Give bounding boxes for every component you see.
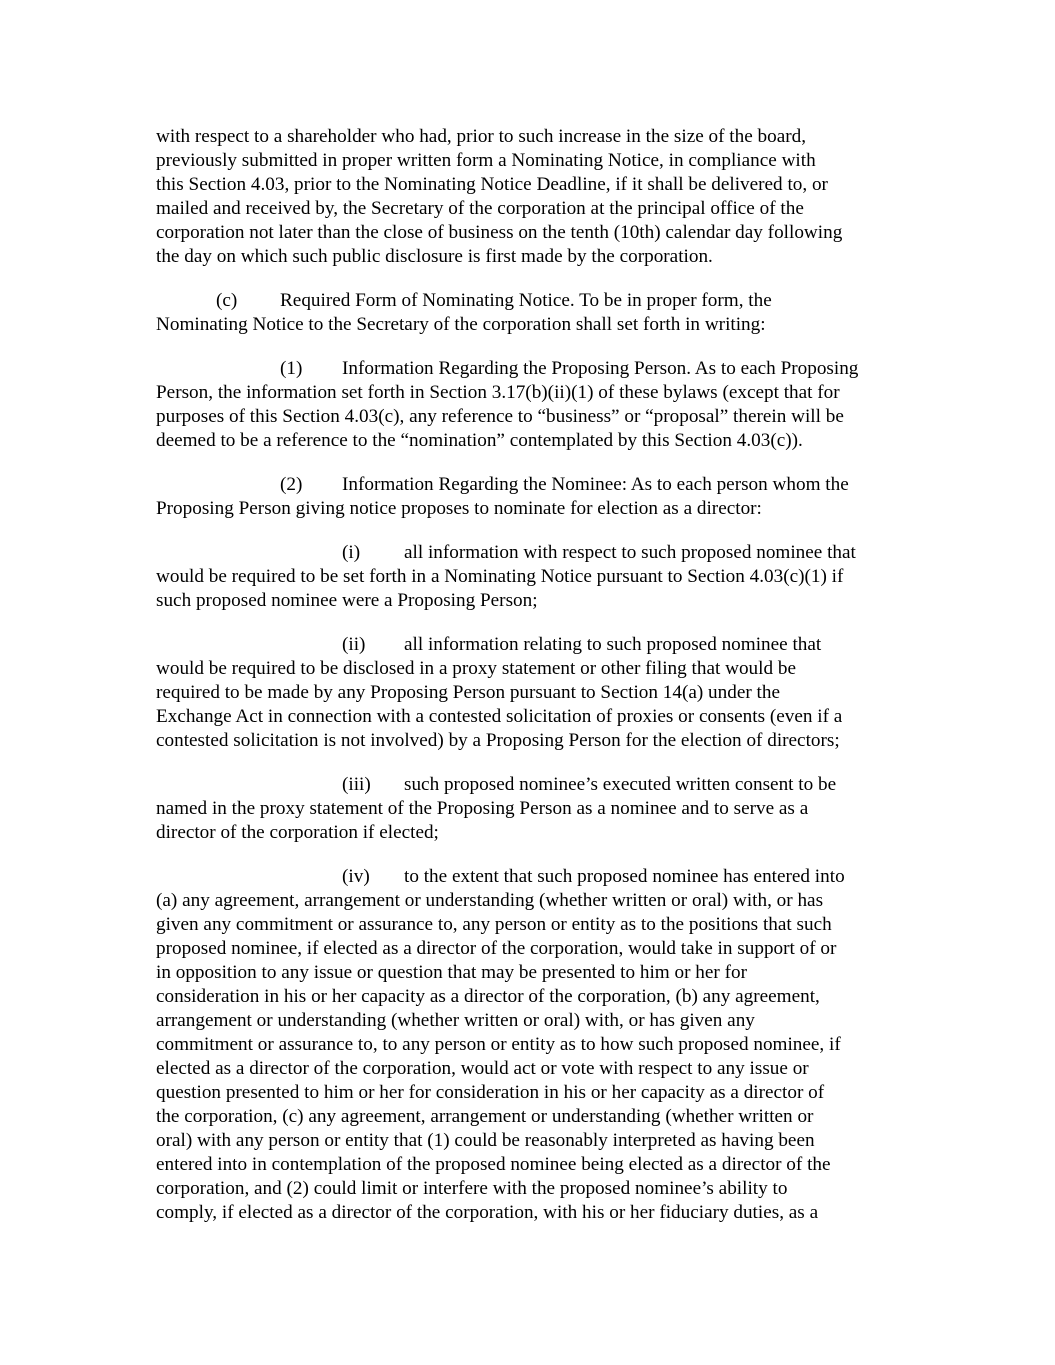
paragraph-line: Exchange Act in connection with a contested solicitation of proxies or consents (even if a <box>156 706 843 727</box>
paragraph-line: given any commitment or assurance to, any person or entity as to the positions that such <box>156 914 832 935</box>
clause-label: (iii) <box>342 774 371 795</box>
item-i-paragraph <box>156 541 916 613</box>
paragraph-first-line <box>156 865 916 889</box>
clause-heading-text: Information Regarding the Proposing Person. As to each Proposing <box>342 358 859 379</box>
paragraph-line: would be required to be disclosed in a proxy statement or other filing that would be <box>156 658 796 679</box>
paragraph-line: the corporation, (c) any agreement, arrangement or understanding (whether written or <box>156 1106 814 1127</box>
paragraph-line: named in the proxy statement of the Proposing Person as a nominee and to serve as a <box>156 798 809 819</box>
paragraph-line: commitment or assurance to, to any person or entity as to how such proposed nominee, if <box>156 1034 841 1055</box>
paragraph-line: director of the corporation if elected; <box>156 822 439 843</box>
paragraph-line: this Section 4.03, prior to the Nominating Notice Deadline, if it shall be delivered to, or <box>156 174 828 195</box>
paragraph-line: question presented to him or her for consideration in his or her capacity as a director of <box>156 1082 825 1103</box>
paragraph-first-line <box>156 541 916 565</box>
paragraph-first-line <box>156 473 916 497</box>
paragraph-line: Person, the information set forth in Section 3.17(b)(ii)(1) of these bylaws (except that for <box>156 382 840 403</box>
paragraph-line: in opposition to any issue or question that may be presented to him or her for <box>156 962 747 983</box>
paragraph-line: contested solicitation is not involved) by a Proposing Person for the election of directors; <box>156 730 840 751</box>
clause-label: (1) <box>280 358 303 379</box>
item-iii-paragraph <box>156 773 916 845</box>
paragraph-line: the day on which such public disclosure is first made by the corporation. <box>156 246 713 267</box>
paragraph-line: Nominating Notice to the Secretary of the corporation shall set forth in writing: <box>156 314 766 335</box>
paragraph-line: Proposing Person giving notice proposes to nominate for election as a director: <box>156 498 762 519</box>
clause-heading-text: such proposed nominee’s executed written consent to be <box>404 774 837 795</box>
paragraph-line: arrangement or understanding (whether written or oral) with, or has given any <box>156 1010 755 1031</box>
paragraph-line: purposes of this Section 4.03(c), any reference to “business” or “proposal” therein will be <box>156 406 844 427</box>
paragraph-line: comply, if elected as a director of the corporation, with his or her fiduciary duties, as a <box>156 1202 819 1223</box>
paragraph-line: deemed to be a reference to the “nomination” contemplated by this Section 4.03(c)). <box>156 430 803 451</box>
clause-label: (ii) <box>342 634 366 655</box>
paragraph-line: with respect to a shareholder who had, prior to such increase in the size of the board, <box>156 126 807 147</box>
item-iv-paragraph <box>156 865 916 1225</box>
paragraph-line: previously submitted in proper written form a Nominating Notice, in compliance with <box>156 150 816 171</box>
paragraph-first-line <box>156 357 916 381</box>
paragraph-line: elected as a director of the corporation, would act or vote with respect to any issue or <box>156 1058 809 1079</box>
clause-label: (iv) <box>342 866 370 887</box>
section-c-paragraph <box>156 289 916 337</box>
item-1-paragraph <box>156 357 916 453</box>
item-ii-paragraph <box>156 633 916 753</box>
clause-heading-text: Required Form of Nominating Notice. To be in proper form, the <box>280 290 772 311</box>
paragraph-line: such proposed nominee were a Proposing Person; <box>156 590 538 611</box>
paragraph-line: (a) any agreement, arrangement or understanding (whether written or oral) with, or has <box>156 890 824 911</box>
paragraph-line: proposed nominee, if elected as a director of the corporation, would take in support of or <box>156 938 837 959</box>
paragraph-line: mailed and received by, the Secretary of the corporation at the principal office of the <box>156 198 804 219</box>
clause-heading-text: Information Regarding the Nominee: As to each person whom the <box>342 474 849 495</box>
item-2-paragraph <box>156 473 916 521</box>
clause-heading-text: to the extent that such proposed nominee has entered into <box>404 866 845 887</box>
paragraph-line: would be required to be set forth in a Nominating Notice pursuant to Section 4.03(c)(1) if <box>156 566 844 587</box>
paragraph-line: consideration in his or her capacity as a director of the corporation, (b) any agreement, <box>156 986 820 1007</box>
paragraph-first-line <box>156 773 916 797</box>
paragraph-first-line <box>156 289 916 313</box>
continuation-paragraph <box>156 125 916 269</box>
paragraph-line: corporation not later than the close of business on the tenth (10th) calendar day following <box>156 222 843 243</box>
paragraph-line: oral) with any person or entity that (1) could be reasonably interpreted as having been <box>156 1130 815 1151</box>
paragraph-line: required to be made by any Proposing Person pursuant to Section 14(a) under the <box>156 682 780 703</box>
clause-label: (i) <box>342 542 361 563</box>
paragraph-line: entered into in contemplation of the proposed nominee being elected as a director of the <box>156 1154 831 1175</box>
paragraph-line: corporation, and (2) could limit or interfere with the proposed nominee’s ability to <box>156 1178 788 1199</box>
clause-label: (2) <box>280 474 303 495</box>
clause-heading-text: all information relating to such proposed nominee that <box>404 634 822 655</box>
clause-heading-text: all information with respect to such proposed nominee that <box>404 542 856 563</box>
paragraph-first-line <box>156 633 916 657</box>
clause-label: (c) <box>216 290 238 311</box>
